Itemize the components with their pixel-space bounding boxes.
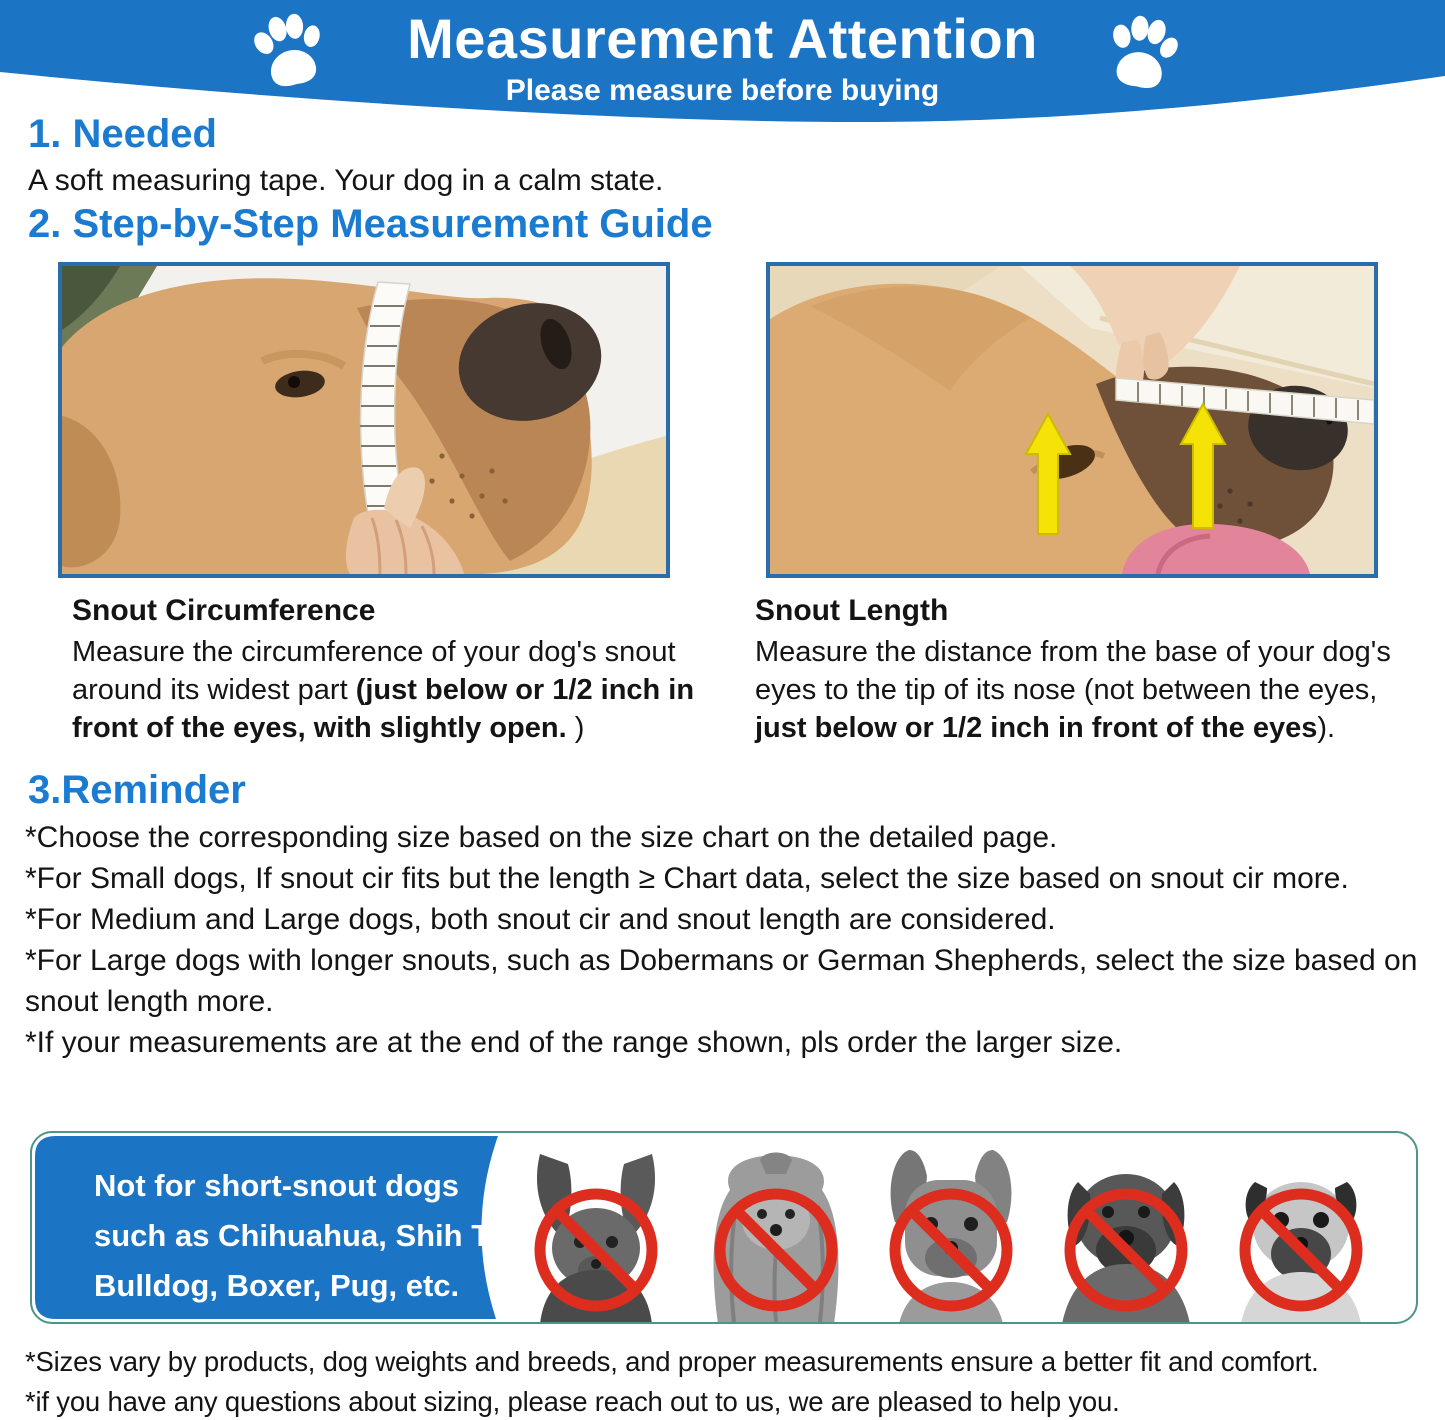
reminder-item: *Choose the corresponding size based on the size chart on the detailed page. [25,821,1058,854]
section-heading-guide: 2. Step-by-Step Measurement Guide [28,202,713,246]
caption-title: Snout Length [755,594,949,627]
page-subtitle: Please measure before buying [505,74,940,107]
reminder-item: *For Large dogs with longer snouts, such as Dobermans or German Shepherds, select the size based on snout length more. [25,944,1418,1018]
snout-length-caption [755,594,1410,747]
caption-text: Measure the distance from the base of your dog's eyes to the tip of its nose (not between the eyes, just below or 1/2 inch in front of the eyes). [755,636,1391,744]
footer-notes [25,1342,1443,1420]
shih-tzu-photo [690,1146,862,1324]
paw-print-icon [1097,4,1188,98]
caption-title: Snout Circumference [72,594,376,627]
reminder-item: *For Small dogs, If snout cir fits but the length ≥ Chart data, select the size based on snout cir more. [25,862,1349,895]
needed-body-text: A soft measuring tape. Your dog in a calm state. [28,164,664,197]
pug-photo [1215,1146,1387,1324]
chihuahua-photo [510,1146,682,1324]
snout-circumference-caption [72,594,712,747]
reminder-list [25,817,1427,1063]
page-title: Measurement Attention [407,7,1038,70]
reminder-item: *If your measurements are at the end of the range shown, pls order the larger size. [25,1026,1123,1059]
snout-circumference-photo [58,262,670,578]
caption-text: Measure the circumference of your dog's snout around its widest part (just below or 1/2 inch in front of the eyes, with slightly open. ) [72,636,695,744]
french-bulldog-photo [865,1146,1037,1324]
footer-note: *if you have any questions about sizing, please reach out to us, we are pleased to help you. [25,1386,1120,1417]
reminder-item: *For Medium and Large dogs, both snout cir and snout length are considered. [25,903,1056,936]
section-heading-needed: 1. Needed [28,112,217,156]
section-heading-reminder: 3.Reminder [28,768,246,812]
snout-length-photo [766,262,1378,578]
warning-text: Not for short-snout dogs such as Chihuahua, Shih Tzu, Bulldog, Boxer, Pug, etc. [94,1168,534,1303]
footer-note: *Sizes vary by products, dog weights and breeds, and proper measurements ensure a better fit and comfort. [25,1346,1319,1377]
boxer-photo [1040,1146,1212,1324]
not-for-short-snout-banner [30,1131,1418,1324]
